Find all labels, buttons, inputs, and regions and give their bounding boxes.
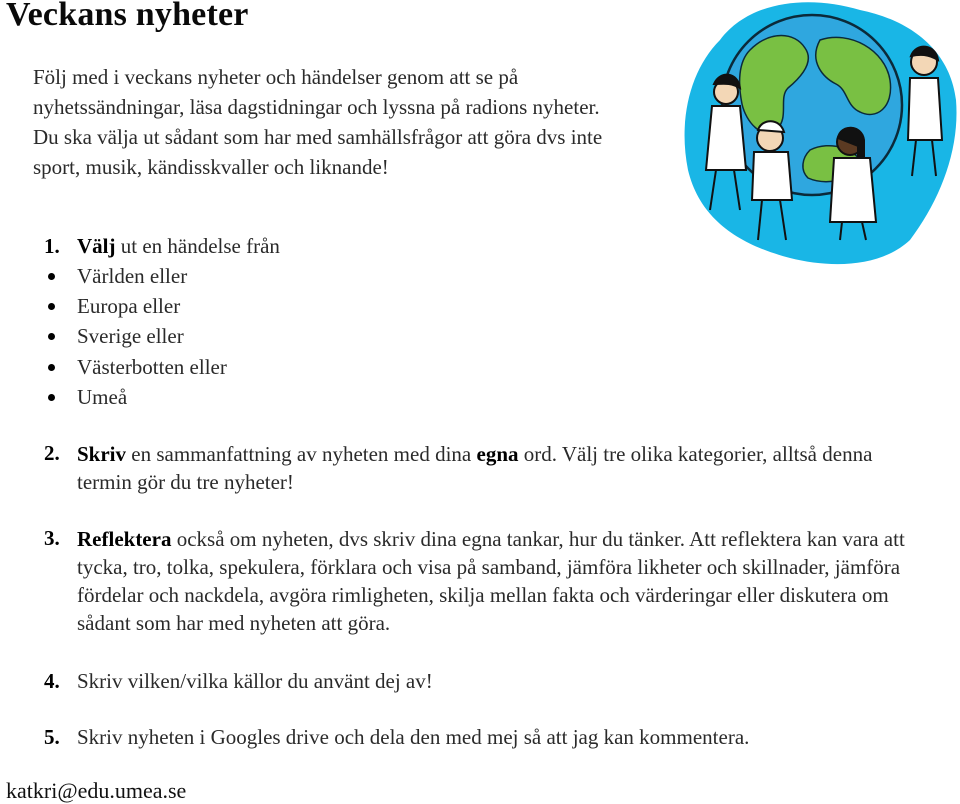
step-1-text: ut en händelse från [115, 234, 280, 258]
list-item: Sverige eller [44, 321, 227, 351]
step-2 [77, 440, 907, 496]
region-list [44, 261, 227, 412]
step-2-text-a: en sammanfattning av nyheten med dina [126, 442, 477, 466]
contact-email: katkri@edu.umea.se [6, 778, 187, 803]
step-3 [77, 525, 939, 637]
step-4-text: Skriv vilken/vilka källor du använt dej av! [77, 669, 433, 693]
list-item: Umeå [44, 382, 227, 412]
list-item: Världen eller [44, 261, 227, 291]
list-item: Europa eller [44, 291, 227, 321]
step-2-number: 2. [44, 441, 60, 465]
step-3-number: 3. [44, 526, 60, 550]
step-3-text: också om nyheten, dvs skriv dina egna tankar, hur du tänker. Att reflektera kan vara att tycka, tro, tolka, spekulera, förklara och visa på samband, jämföra likheter och skillnader, jämföra fördelar och nackdela, avgöra rimligheten, skilja mellan fakta och värderingar eller diskutera om sådant som har med nyheten att göra. [77, 527, 905, 635]
step-4-number: 4. [44, 669, 60, 693]
step-1-keyword: Välj [77, 234, 116, 258]
step-2-number-wrap [44, 438, 77, 468]
step-4 [44, 666, 433, 696]
step-2-keyword-2: egna [476, 442, 519, 466]
step-5-text: Skriv nyheten i Googles drive och dela den med mej så att jag kan kommentera. [77, 725, 750, 749]
step-1-number: 1. [44, 234, 60, 258]
step-5 [44, 722, 749, 752]
step-3-keyword: Reflektera [77, 527, 172, 551]
step-3-number-wrap [44, 523, 77, 553]
list-item: Västerbotten eller [44, 352, 227, 382]
globe-children-clipart [680, 0, 958, 270]
step-2-text-b: ord. Välj tre olika kategorier, alltså denna termin gör du tre nyheter! [77, 442, 873, 494]
step-5-number: 5. [44, 725, 60, 749]
step-2-keyword: Skriv [77, 442, 127, 466]
intro-paragraph: Följ med i veckans nyheter och händelser genom att se på nyhetssändningar, läsa dagstidningar och lyssna på radions nyheter. Du ska välja ut sådant som har med samhällsfrågor att göra dvs inte sport, musik, kändisskvaller och liknande! [33, 65, 603, 179]
page-title: Veckans nyheter [6, 0, 249, 33]
step-1 [44, 231, 280, 261]
